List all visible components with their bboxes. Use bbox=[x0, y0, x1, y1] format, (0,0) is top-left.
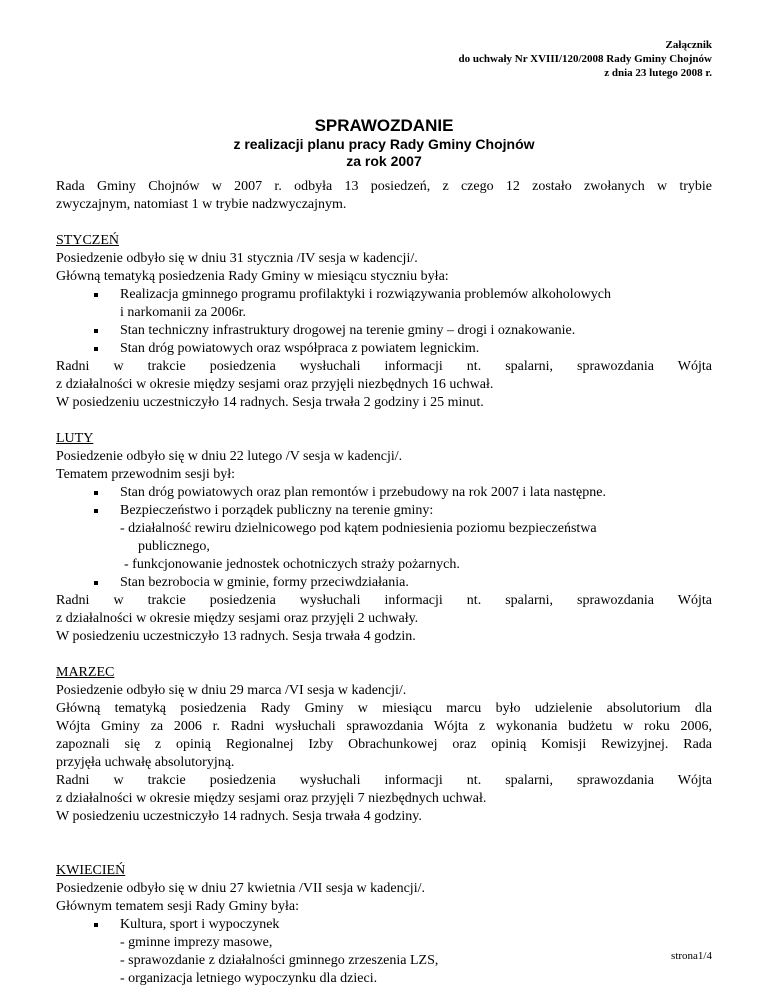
section-marzec bbox=[56, 664, 712, 826]
session-date: Posiedzenie odbyło się w dniu 22 lutego /V sesja w kadencji/. bbox=[56, 449, 403, 464]
month-heading: KWIECIEŃ bbox=[56, 863, 126, 878]
month-heading: LUTY bbox=[56, 431, 94, 446]
section-styczen bbox=[56, 232, 712, 412]
session-date: Posiedzenie odbyło się w dniu 29 marca /VI sesja w kadencji/. bbox=[56, 683, 407, 698]
session-summary: z działalności w okresie między sesjami oraz przyjęli 2 uchwały. bbox=[56, 611, 419, 626]
sub-item: publicznego, bbox=[138, 539, 210, 554]
session-paragraph: Wójta Gminy za 2006 r. Radni wysłuchali sprawozdania Wójta z wykonania budżetu w roku 2006, bbox=[56, 719, 712, 734]
topic-list bbox=[56, 484, 712, 520]
sub-item: - działalność rewiru dzielnicowego pod kątem podniesienia poziomu bezpieczeństwa bbox=[120, 521, 597, 536]
section-kwiecien bbox=[56, 862, 712, 988]
resolution-date: z dnia 23 lutego 2008 r. bbox=[604, 67, 712, 79]
session-summary: Radni w trakcie posiedzenia wysłuchali informacji nt. spalarni, sprawozdania Wójta bbox=[56, 773, 712, 788]
session-date: Posiedzenie odbyło się w dniu 27 kwietnia /VII sesja w kadencji/. bbox=[56, 881, 425, 896]
session-attendance: W posiedzeniu uczestniczyło 14 radnych. Sesja trwała 2 godziny i 25 minut. bbox=[56, 395, 484, 410]
topic-list bbox=[56, 916, 712, 934]
session-paragraph: Główną tematyką posiedzenia Rady Gminy w miesiącu marcu było udzielenie absolutorium dla bbox=[56, 701, 712, 716]
session-summary: Radni w trakcie posiedzenia wysłuchali informacji nt. spalarni, sprawozdania Wójta bbox=[56, 359, 712, 374]
session-summary: Radni w trakcie posiedzenia wysłuchali informacji nt. spalarni, sprawozdania Wójta bbox=[56, 593, 712, 608]
list-item: Stan bezrobocia w gminie, formy przeciwdziałania. bbox=[56, 574, 712, 592]
session-summary: z działalności w okresie między sesjami oraz przyjęli 7 niezbędnych uchwał. bbox=[56, 791, 487, 806]
session-paragraph: przyjęła uchwałę absolutoryjną. bbox=[56, 755, 235, 770]
session-topic-intro: Główną tematyką posiedzenia Rady Gminy w miesiącu styczniu była: bbox=[56, 269, 449, 284]
sub-item: - funkcjonowanie jednostek ochotniczych straży pożarnych. bbox=[124, 557, 460, 572]
topic-list bbox=[56, 286, 712, 358]
session-topic-intro: Tematem przewodnim sesji był: bbox=[56, 467, 236, 482]
list-item: Stan techniczny infrastruktury drogowej na terenie gminy – drogi i oznakowanie. bbox=[56, 322, 712, 340]
document-subtitle: z realizacji planu pracy Rady Gminy Chojnów bbox=[233, 136, 535, 152]
document-year: za rok 2007 bbox=[346, 153, 422, 169]
month-heading: MARZEC bbox=[56, 665, 115, 680]
session-summary: z działalności w okresie między sesjami oraz przyjęli niezbędnych 16 uchwał. bbox=[56, 377, 494, 392]
sub-item: - organizacja letniego wypoczynku dla dzieci. bbox=[120, 971, 378, 986]
list-item: Kultura, sport i wypoczynek bbox=[56, 916, 712, 934]
sub-item: - sprawozdanie z działalności gminnego zrzeszenia LZS, bbox=[120, 953, 439, 968]
section-luty bbox=[56, 430, 712, 646]
session-attendance: W posiedzeniu uczestniczyło 14 radnych. Sesja trwała 4 godziny. bbox=[56, 809, 422, 824]
list-item: Stan dróg powiatowych oraz współpraca z powiatem legnickim. bbox=[56, 340, 712, 358]
title-block bbox=[0, 116, 768, 170]
month-heading: STYCZEŃ bbox=[56, 233, 119, 248]
sub-item: - gminne imprezy masowe, bbox=[120, 935, 273, 950]
resolution-reference: do uchwały Nr XVIII/120/2008 Rady Gminy Chojnów bbox=[458, 53, 712, 65]
session-attendance: W posiedzeniu uczestniczyło 13 radnych. Sesja trwała 4 godzin. bbox=[56, 629, 416, 644]
intro-line: zwyczajnym, natomiast 1 w trybie nadzwyczajnym. bbox=[56, 197, 347, 212]
attachment-header bbox=[459, 38, 712, 80]
list-item: Realizacja gminnego programu profilaktyki i rozwiązywania problemów alkoholowych i narkomanii za 2006r. bbox=[56, 286, 712, 322]
attachment-label: Załącznik bbox=[665, 39, 712, 51]
session-topic-intro: Głównym tematem sesji Rady Gminy była: bbox=[56, 899, 300, 914]
list-item: Stan dróg powiatowych oraz plan remontów i przebudowy na rok 2007 i lata następne. bbox=[56, 484, 712, 502]
session-paragraph: zapoznali się z opinią Regionalnej Izby Obrachunkowej oraz opinią Komisji Rewizyjnej. Rada bbox=[56, 737, 712, 752]
document-title: SPRAWOZDANIE bbox=[314, 116, 454, 135]
list-item: Bezpieczeństwo i porządek publiczny na terenie gminy: bbox=[56, 502, 712, 520]
document-body bbox=[56, 178, 712, 988]
page-number: strona1/4 bbox=[671, 950, 712, 962]
session-date: Posiedzenie odbyło się w dniu 31 stycznia /IV sesja w kadencji/. bbox=[56, 251, 418, 266]
topic-list bbox=[56, 574, 712, 592]
intro-line: Rada Gminy Chojnów w 2007 r. odbyła 13 posiedzeń, z czego 12 zostało zwołanych w trybie bbox=[56, 179, 712, 194]
